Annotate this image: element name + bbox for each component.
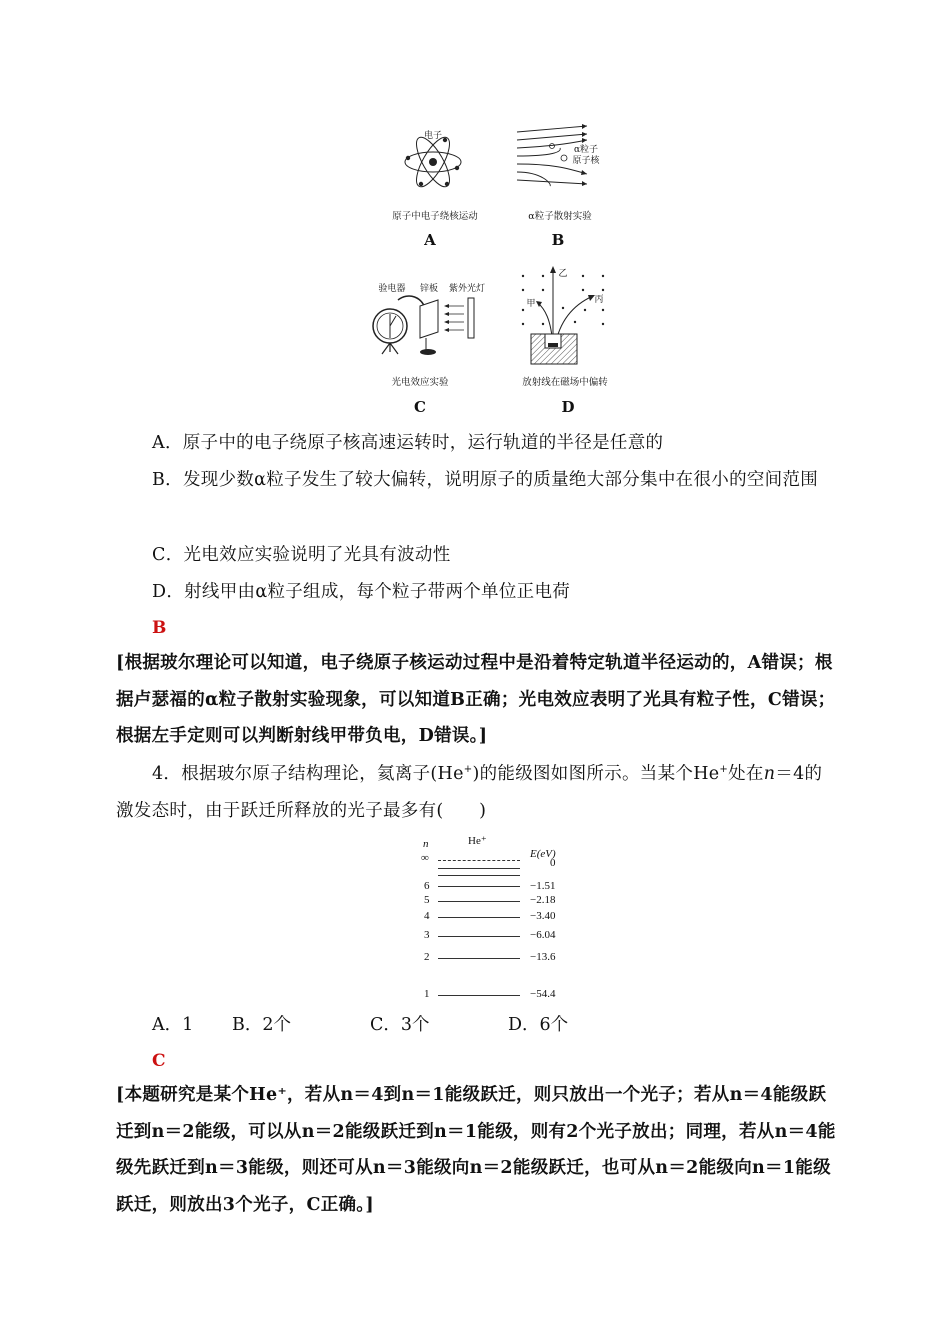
figure-c-label-zinc: 锌板	[419, 284, 438, 294]
q4-option-b: B．2个	[232, 1015, 291, 1035]
figure-d-label-yi: 乙	[558, 269, 568, 279]
q3-option-c: C．光电效应实验说明了光具有波动性	[152, 545, 451, 565]
level-4-e: −3.40	[530, 910, 556, 922]
figure-b-label-nucleus: 原子核	[572, 156, 600, 166]
level-5-n: 5	[424, 894, 430, 906]
level-4-line	[438, 917, 520, 918]
diagram-ion-label: He⁺	[468, 835, 487, 847]
radiation-field-diagram	[515, 264, 615, 368]
q4-stem-part-d: ＝4的激发态时，由于跃迁所释放的光子最多有( )	[116, 764, 823, 821]
figure-c-label-electroscope: 验电器	[378, 284, 406, 294]
q4-stem-sup-1: +	[463, 764, 473, 776]
figure-b-caption: α粒子散射实验	[528, 211, 592, 222]
q4-stem-n: n	[763, 764, 776, 784]
figure-c-label-uvlamp: 紫外光灯	[448, 284, 485, 294]
level-1-n: 1	[424, 988, 430, 1000]
level-3-n: 3	[424, 929, 430, 941]
level-inf-e: 0	[550, 857, 556, 869]
q4-option-d: D．6个	[508, 1015, 569, 1035]
level-4-n: 4	[424, 910, 430, 922]
figure-d	[515, 264, 615, 368]
q3-option-d: D．射线甲由α粒子组成，每个粒子带两个单位正电荷	[152, 582, 571, 602]
photoelectric-diagram	[368, 292, 488, 362]
level-extra-line-1	[438, 868, 520, 869]
level-6-n: 6	[424, 880, 430, 892]
q4-option-c: C．3个	[370, 1015, 430, 1035]
q4-stem	[116, 756, 836, 829]
level-3-e: −6.04	[530, 929, 556, 941]
level-2-e: −13.6	[530, 951, 556, 963]
q4-stem-part-b: )的能级图如图所示。当某个He	[472, 764, 720, 784]
figure-b-letter: B	[551, 231, 565, 249]
figure-a-label: 电子	[423, 131, 442, 141]
figure-a-letter: A	[424, 231, 436, 249]
level-6-line	[438, 886, 520, 887]
level-inf-line	[438, 860, 520, 861]
figure-d-caption: 放射线在磁场中偏转	[522, 377, 608, 388]
figure-d-label-bing: 丙	[594, 295, 604, 305]
figure-c	[368, 292, 488, 362]
q4-stem-part-c: 处在	[728, 764, 764, 784]
level-inf-n: ∞	[421, 852, 429, 864]
level-1-line	[438, 995, 520, 996]
q3-explanation: [根据玻尔理论可以知道，电子绕原子核运动过程中是沿着特定轨道半径运动的，A错误；根据卢瑟福的α粒子散射实验现象，可以知道B正确；光电效应表明了光具有粒子性，C错误；根据左手定则可以判断射线甲带负电，D错误。]	[116, 653, 836, 746]
diagram-n-label: n	[423, 838, 429, 850]
q4-stem-sup-2: +	[719, 764, 729, 776]
level-5-e: −2.18	[530, 894, 556, 906]
q4-answer: C	[152, 1051, 166, 1071]
level-6-e: −1.51	[530, 880, 556, 892]
q3-answer: B	[152, 618, 167, 638]
diagram-e-label: E(eV)	[530, 848, 556, 860]
level-1-e: −54.4	[530, 988, 556, 1000]
level-extra-line-2	[438, 875, 520, 876]
level-2-n: 2	[424, 951, 430, 963]
figure-c-caption: 光电效应实验	[391, 377, 449, 388]
figure-d-letter: D	[561, 398, 575, 416]
figure-b-label-alpha: α粒子	[573, 145, 599, 155]
figure-d-label-jia: 甲	[526, 299, 536, 309]
q3-option-a: A．原子中的电子绕原子核高速运转时，运行轨道的半径是任意的	[152, 433, 664, 453]
level-5-line	[438, 901, 520, 902]
level-3-line	[438, 936, 520, 937]
q4-option-a: A．1	[152, 1015, 194, 1035]
q4-explanation: [本题研究是某个He⁺，若从n＝4到n＝1能级跃迁，则只放出一个光子；若从n＝4能级跃迁到n＝2能级，可以从n＝2能级跃迁到n＝1能级，则有2个光子放出；同理，若从n＝4能级先跃迁到n＝3能级，则还可从n＝3能级向n＝2能级跃迁，也可从n＝2能级向n＝1能级跃迁，则放出3个光子，C正确。]	[116, 1085, 836, 1215]
q4-stem-part-a: 4．根据玻尔原子结构理论，氦离子(He	[152, 764, 464, 784]
level-2-line	[438, 958, 520, 959]
q3-option-b: B．发现少数α粒子发生了较大偏转，说明原子的质量绝大部分集中在很小的空间范围	[152, 470, 819, 490]
figure-a-caption: 原子中电子绕核运动	[392, 211, 478, 222]
figure-c-letter: C	[414, 398, 426, 416]
